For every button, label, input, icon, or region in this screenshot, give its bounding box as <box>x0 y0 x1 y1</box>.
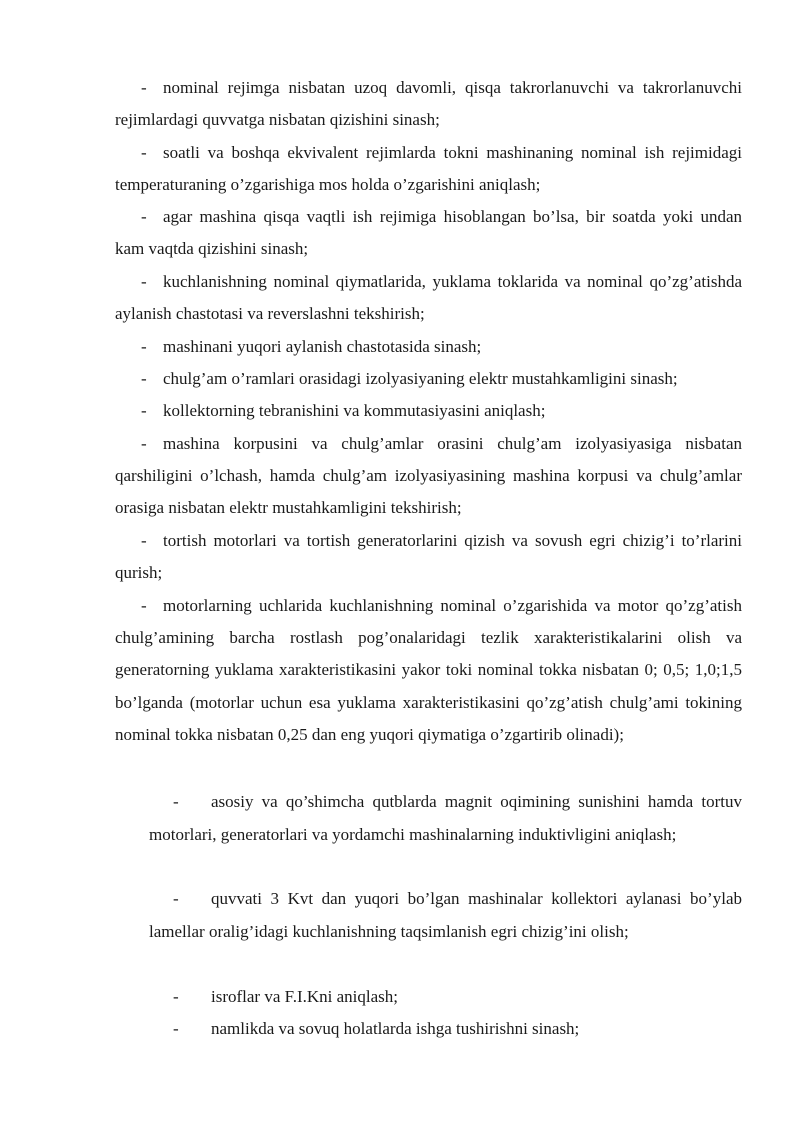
list-item-text: asosiy va qo’shimcha qutblarda magnit oqimining sunishini hamda tortuv motorlari, generatorlari va yordamchi mashinalarning induktivligini aniqlash; <box>149 792 742 844</box>
list-marker: - <box>141 596 147 615</box>
list-marker: - <box>141 531 147 550</box>
list-item <box>115 395 742 427</box>
list-item-text: tortish motorlari va tortish generatorlarini qizish va sovush egri chizig’i to’rlarini qurish; <box>115 531 742 583</box>
list-item-text: mashinani yuqori aylanish chastotasida sinash; <box>163 337 482 356</box>
list-item <box>115 137 742 201</box>
list-marker: - <box>141 272 147 291</box>
list-marker: - <box>173 1019 179 1038</box>
list-marker: - <box>141 207 147 226</box>
sub-list-item <box>149 981 742 1014</box>
list-item-text: quvvati 3 Kvt dan yuqori bo’lgan mashinalar kollektori aylanasi bo’ylab lamellar oralig’idagi kuchlanishning taqsimlanish egri chizig’ini olish; <box>149 889 742 941</box>
list-item <box>115 72 742 136</box>
list-item <box>115 428 742 525</box>
sub-list-item <box>149 883 742 949</box>
list-item <box>115 363 742 395</box>
list-item-text: nominal rejimga nisbatan uzoq davomli, qisqa takrorlanuvchi va takrorlanuvchi rejimlardagi quvvatga nisbatan qizishini sinash; <box>115 78 742 130</box>
list-item <box>115 331 742 363</box>
sub-list-item <box>149 786 742 852</box>
list-item <box>115 201 742 265</box>
list-item-text: soatli va boshqa ekvivalent rejimlarda tokni mashinaning nominal ish rejimidagi temperaturaning o’zgarishiga mos holda o’zgarishini aniqlash; <box>115 143 742 195</box>
list-item-text: kollektorning tebranishini va kommutasiyasini aniqlash; <box>163 401 546 420</box>
list-item-text: namlikda va sovuq holatlarda ishga tushirishni sinash; <box>211 1019 580 1038</box>
list-marker: - <box>141 369 147 388</box>
list-marker: - <box>141 401 147 420</box>
list-item-text: motorlarning uchlarida kuchlanishning nominal o’zgarishida va motor qo’zg’atish chulg’amining barcha rostlash pog’onalaridagi tezlik xarakteristikalarini olish va generatorning yuklama xarakteristikasini yakor toki nominal tokka nisbatan 0; 0,5; 1,0;1,5 bo’lganda (motorlar uchun esa yuklama xarakteristikasini qo’zg’atish chulg’ami tokining nominal tokka nisbatan 0,25 dan eng yuqori qiymatiga o’zgartirib olinadi); <box>115 596 742 744</box>
list-item <box>115 590 742 751</box>
list-item <box>115 266 742 330</box>
list-marker: - <box>141 78 147 97</box>
list-item <box>115 525 742 589</box>
list-item-text: kuchlanishning nominal qiymatlarida, yuklama toklarida va nominal qo’zg’atishda aylanish chastotasi va reverslashni tekshirish; <box>115 272 742 324</box>
list-marker: - <box>141 143 147 162</box>
list-item-text: agar mashina qisqa vaqtli ish rejimiga hisoblangan bo’lsa, bir soatda yoki undan kam vaqtda qizishini sinash; <box>115 207 742 259</box>
list-marker: - <box>173 889 179 908</box>
list-marker: - <box>141 434 147 453</box>
list-marker: - <box>173 987 179 1006</box>
list-item-text: chulg’am o’ramlari orasidagi izolyasiyaning elektr mustahkamligini sinash; <box>163 369 678 388</box>
list-marker: - <box>173 792 179 811</box>
list-item-text: isroflar va F.I.Kni aniqlash; <box>211 987 399 1006</box>
sub-list-item <box>149 1013 742 1046</box>
list-marker: - <box>141 337 147 356</box>
list-item-text: mashina korpusini va chulg’amlar orasini chulg’am izolyasiyasiga nisbatan qarshiligini o’lchash, hamda chulg’am izolyasiyasining mashina korpusi va chulg’amlar orasiga nisbatan elektr mustahkamligini tekshirish; <box>115 434 742 518</box>
